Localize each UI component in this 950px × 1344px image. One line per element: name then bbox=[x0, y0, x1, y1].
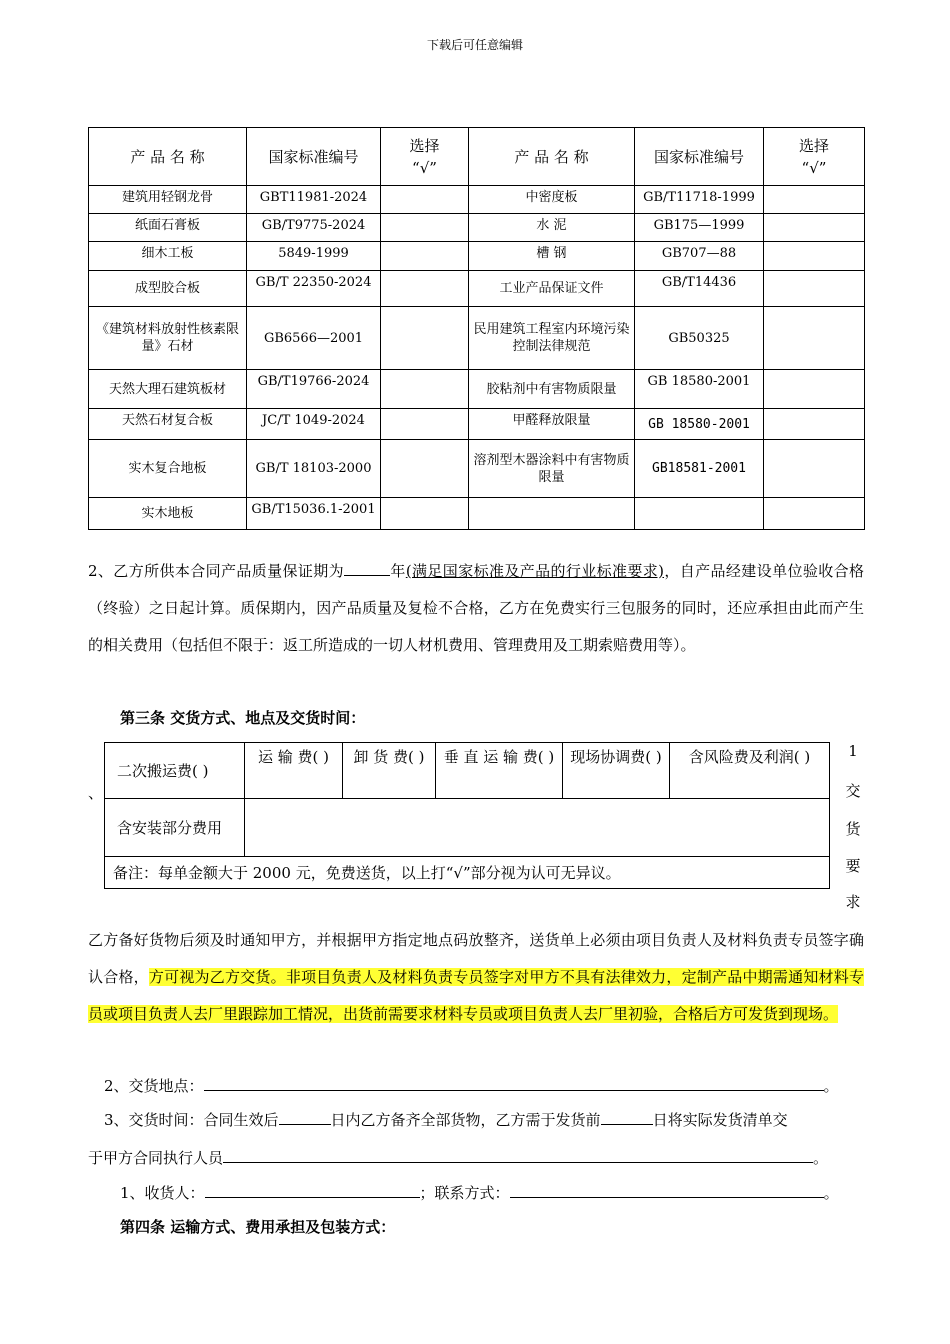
standard-cell: GB/T 18103-2000 bbox=[247, 440, 381, 498]
col-product-name-2: 产 品 名 称 bbox=[469, 128, 635, 186]
contract-executor-blank[interactable] bbox=[223, 1146, 813, 1163]
select-cell[interactable] bbox=[764, 440, 865, 498]
select-cell[interactable] bbox=[381, 409, 469, 440]
delivery-fee-table bbox=[104, 742, 830, 889]
product-cell: 民用建筑工程室内环境污染控制法律规范 bbox=[469, 307, 635, 370]
product-cell: 甲醛释放限量 bbox=[469, 409, 635, 440]
product-cell: 细木工板 bbox=[89, 242, 247, 271]
product-cell: 胶粘剂中有害物质限量 bbox=[469, 370, 635, 409]
article-3-title: 第三条 交货方式、地点及交货时间： bbox=[120, 709, 366, 727]
col-product-name: 产 品 名 称 bbox=[89, 128, 247, 186]
standard-cell: GB18581-2001 bbox=[635, 440, 764, 498]
standard-cell bbox=[635, 498, 764, 530]
side-char: 交 bbox=[845, 782, 861, 800]
select-cell[interactable] bbox=[381, 440, 469, 498]
delivery-place-line: 2、交货地点： 。 bbox=[104, 1074, 839, 1097]
clause-2-paragraph: 2、乙方所供本合同产品质量保证期为 年(满足国家标准及产品的行业标准要求)，自产品经建设单位验收合格（终验）之日起计算。质保期内，因产品质量及复检不合格，乙方在免费实行三包服务的同时，还应承担由此而产生的相关费用（包括但不限于：返工所造成的一切人材机费用、管理费用及工期索赔费用等）。 bbox=[88, 553, 864, 664]
side-char: 货 bbox=[845, 820, 861, 838]
receiver-blank[interactable] bbox=[205, 1181, 420, 1198]
select-cell[interactable] bbox=[381, 498, 469, 530]
standard-cell: GBT11981-2024 bbox=[247, 186, 381, 214]
select-cell[interactable] bbox=[764, 307, 865, 370]
standard-cell: GB 18580-2001 bbox=[635, 370, 764, 409]
standard-cell: GB707—88 bbox=[635, 242, 764, 271]
standards-table bbox=[88, 127, 865, 530]
select-cell[interactable] bbox=[381, 186, 469, 214]
select-cell[interactable] bbox=[764, 186, 865, 214]
standard-cell: GB/T9775-2024 bbox=[247, 214, 381, 242]
highlighted-text: 方可视为乙方交货。非项目负责人及材料负责专员签字对甲方不具有法律效力，定制产品中期需通知材料专员或项目负责人去厂里跟踪加工情况，出货前需要求材料专员或项目负责人去厂里初验，合格后方可发货到现场。 bbox=[88, 968, 864, 1023]
product-cell: 实木地板 bbox=[89, 498, 247, 530]
unloading-fee[interactable]: 卸 货 费( ) bbox=[343, 743, 436, 799]
delivery-requirements-paragraph: 乙方备好货物后须及时通知甲方，并根据甲方指定地点码放整齐，送货单上必须由项目负责人及材料负责专员签字确认合格，方可视为乙方交货。非项目负责人及材料负责专员签字对甲方不具有法律效力，定制产品中期需通知材料专员或项目负责人去厂里跟踪加工情况，出货前需要求材料专员或项目负责人去厂里初验，合格后方可发货到现场。 bbox=[88, 931, 864, 1023]
standard-cell: GB50325 bbox=[635, 307, 764, 370]
col-select-2: 选择 “√” bbox=[764, 128, 865, 186]
table-row bbox=[89, 370, 865, 409]
table-row bbox=[89, 271, 865, 307]
col-standard-no-2: 国家标准编号 bbox=[635, 128, 764, 186]
receiver-line: 1、收货人： ；联系方式： 。 bbox=[120, 1181, 839, 1204]
standard-cell: GB/T 22350-2024 bbox=[247, 271, 381, 307]
product-cell: 槽 钢 bbox=[469, 242, 635, 271]
side-char: 要 bbox=[845, 857, 861, 875]
item-comma: 、 bbox=[88, 784, 104, 802]
select-cell[interactable] bbox=[764, 214, 865, 242]
installation-fee-value[interactable] bbox=[245, 799, 830, 857]
standard-cell: GB/T11718-1999 bbox=[635, 186, 764, 214]
table-row bbox=[89, 409, 865, 440]
standard-cell: GB/T14436 bbox=[635, 271, 764, 307]
delivery-note: 备注：每单金额大于 2000 元，免费送货，以上打“√”部分视为认可无异议。 bbox=[105, 857, 830, 889]
select-cell[interactable] bbox=[381, 214, 469, 242]
table-row bbox=[89, 307, 865, 370]
site-coordination-fee[interactable]: 现场协调费( ) bbox=[563, 743, 670, 799]
delivery-time-line: 3、交货时间：合同生效后 日内乙方备齐全部货物，乙方需于发货前 日将实际发货清单交 bbox=[104, 1108, 788, 1131]
standard-cell: GB/T19766-2024 bbox=[247, 370, 381, 409]
installation-fee-label: 含安装部分费用 bbox=[105, 799, 245, 857]
table-row bbox=[89, 440, 865, 498]
standard-cell: GB/T15036.1-2001 bbox=[247, 498, 381, 530]
col-select: 选择 “√” bbox=[381, 128, 469, 186]
side-char: 求 bbox=[845, 893, 861, 911]
standard-cell: GB6566—2001 bbox=[247, 307, 381, 370]
product-cell: 《建筑材料放射性核素限量》石材 bbox=[89, 307, 247, 370]
select-cell[interactable] bbox=[764, 498, 865, 530]
days-before-shipment-blank[interactable] bbox=[601, 1108, 653, 1125]
item-number: 1 bbox=[848, 742, 858, 760]
select-cell[interactable] bbox=[381, 271, 469, 307]
product-cell: 天然石材复合板 bbox=[89, 409, 247, 440]
days-after-contract-blank[interactable] bbox=[279, 1108, 331, 1125]
product-cell: 中密度板 bbox=[469, 186, 635, 214]
select-cell[interactable] bbox=[764, 271, 865, 307]
product-cell: 成型胶合板 bbox=[89, 271, 247, 307]
page-header: 下载后可任意编辑 bbox=[426, 38, 523, 52]
select-cell[interactable] bbox=[764, 370, 865, 409]
standard-cell: 5849-1999 bbox=[247, 242, 381, 271]
table-row bbox=[89, 498, 865, 530]
vertical-transport-fee[interactable]: 垂 直 运 输 费( ) bbox=[436, 743, 563, 799]
delivery-place-blank[interactable] bbox=[204, 1074, 824, 1091]
transport-fee[interactable]: 运 输 费( ) bbox=[245, 743, 343, 799]
standard-cell: GB 18580-2001 bbox=[635, 409, 764, 440]
table-row bbox=[89, 242, 865, 271]
select-cell[interactable] bbox=[764, 409, 865, 440]
select-cell[interactable] bbox=[381, 370, 469, 409]
warranty-years-blank[interactable] bbox=[344, 559, 390, 576]
product-cell: 纸面石膏板 bbox=[89, 214, 247, 242]
product-cell: 水 泥 bbox=[469, 214, 635, 242]
table-row bbox=[89, 214, 865, 242]
table-row bbox=[89, 186, 865, 214]
product-cell: 天然大理石建筑板材 bbox=[89, 370, 247, 409]
article-4-title: 第四条 运输方式、费用承担及包装方式： bbox=[120, 1218, 396, 1236]
product-cell: 建筑用轻钢龙骨 bbox=[89, 186, 247, 214]
contact-blank[interactable] bbox=[510, 1181, 824, 1198]
select-cell[interactable] bbox=[764, 242, 865, 271]
col-standard-no: 国家标准编号 bbox=[247, 128, 381, 186]
standard-cell: JC/T 1049-2024 bbox=[247, 409, 381, 440]
standard-cell: GB175—1999 bbox=[635, 214, 764, 242]
select-cell[interactable] bbox=[381, 242, 469, 271]
select-cell[interactable] bbox=[381, 307, 469, 370]
product-cell: 工业产品保证文件 bbox=[469, 271, 635, 307]
contract-executor-line: 于甲方合同执行人员 。 bbox=[88, 1146, 828, 1169]
secondary-handling-fee[interactable]: 二次搬运费( ) bbox=[105, 743, 245, 799]
risk-and-profit-fee[interactable]: 含风险费及利润( ) bbox=[670, 743, 830, 799]
product-cell: 溶剂型木器涂料中有害物质限量 bbox=[469, 440, 635, 498]
product-cell: 实木复合地板 bbox=[89, 440, 247, 498]
product-cell bbox=[469, 498, 635, 530]
